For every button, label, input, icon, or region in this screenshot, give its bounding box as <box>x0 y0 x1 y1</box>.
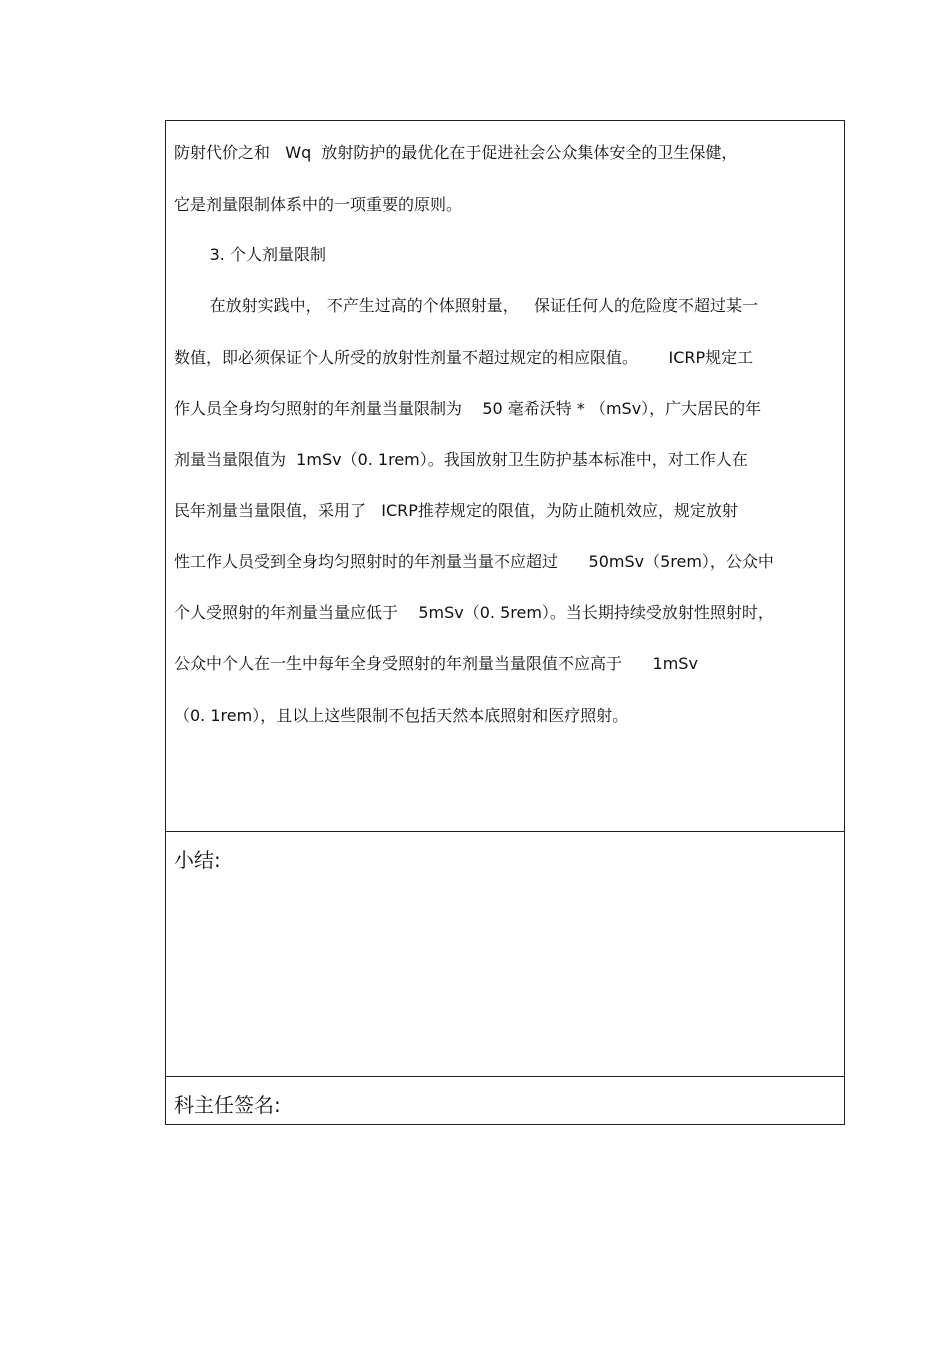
signature-label: 科主任签名: <box>174 1093 281 1117</box>
body-line: 在放射实践中， 不产生过高的个体照射量， 保证任何人的危险度不超过某一 <box>174 296 758 315</box>
row-divider <box>166 831 844 832</box>
summary-label: 小结: <box>174 848 221 872</box>
body-line: 防射代价之和 Wq 放射防护的最优化在于促进社会公众集体安全的卫生保健， <box>174 143 738 162</box>
row-divider <box>166 1076 844 1077</box>
body-line: 它是剂量限制体系中的一项重要的原则。 <box>174 195 463 214</box>
section-heading: 3. 个人剂量限制 <box>174 245 326 264</box>
report-table <box>165 120 845 1125</box>
body-line: 个人受照射的年剂量当量应低于 5mSv（0. 5rem）。当长期持续受放射性照射时， <box>174 603 774 622</box>
body-line: 性工作人员受到全身均匀照射时的年剂量当量不应超过 50mSv（5rem），公众中 <box>174 552 774 571</box>
body-line: 民年剂量当量限值，采用了 ICRP推荐规定的限值，为防止随机效应，规定放射 <box>174 501 738 520</box>
body-line: 剂量当量限值为 1mSv（0. 1rem）。我国放射卫生防护基本标准中，对工作人在 <box>174 450 748 469</box>
body-line: （0. 1rem），且以上这些限制不包括天然本底照射和医疗照射。 <box>174 706 629 725</box>
body-line: 作人员全身均匀照射的年剂量当量限制为 50 毫希沃特 * （mSv），广大居民的年 <box>174 399 762 418</box>
body-line: 数值，即必须保证个人所受的放射性剂量不超过规定的相应限值。 ICRP规定工 <box>174 348 754 367</box>
body-line: 公众中个人在一生中每年全身受照射的年剂量当量限值不应高于 1mSv <box>174 654 698 673</box>
